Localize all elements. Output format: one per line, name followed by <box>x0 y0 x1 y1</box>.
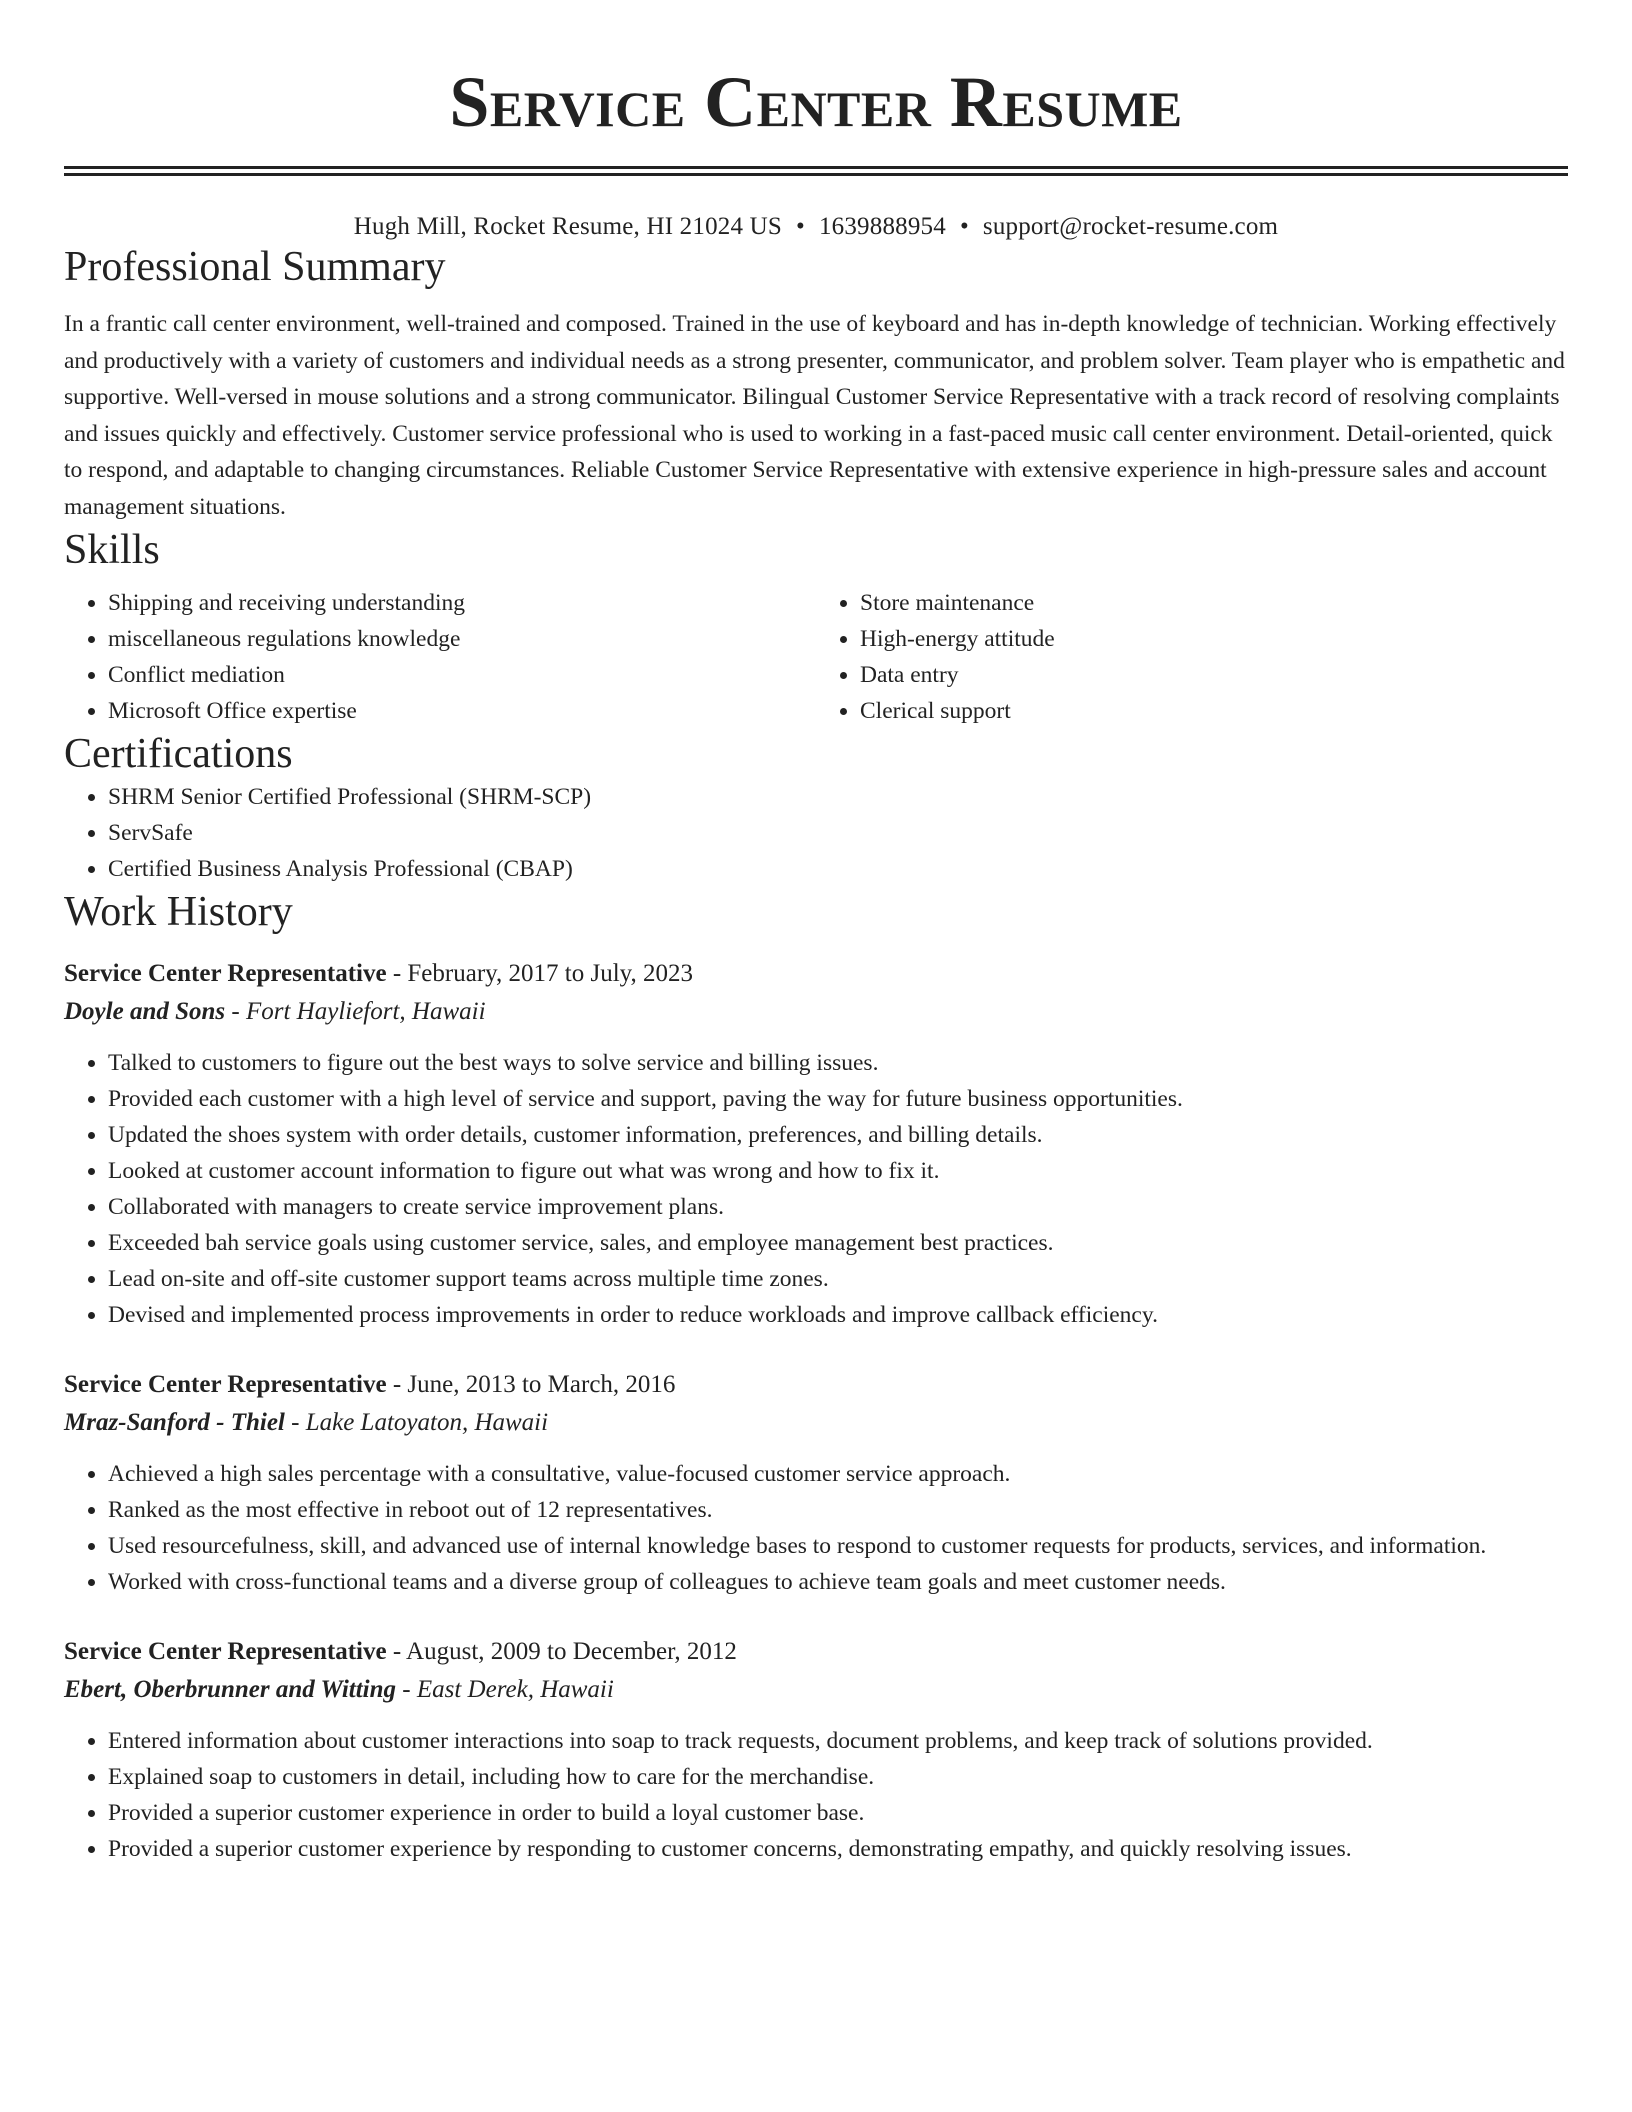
skills-heading: Skills <box>64 527 160 573</box>
skill-item: • Store maintenance <box>860 585 1568 621</box>
page-title: Service Center Resume <box>449 62 1183 142</box>
contact-phone: 1639888954 <box>818 213 946 240</box>
certification-item: • Certified Business Analysis Professional (CBAP) <box>108 851 1568 887</box>
contact-email: support@rocket-resume.com <box>982 213 1279 240</box>
job-entry <box>64 1633 1568 1867</box>
certifications-heading: Certifications <box>64 731 293 777</box>
job-bullet: • Collaborated with managers to create service improvement plans. <box>108 1189 1568 1225</box>
job-location: East Derek, Hawaii <box>416 1676 614 1703</box>
job-bullet: • Ranked as the most effective in reboot out of 12 representatives. <box>108 1492 1568 1528</box>
job-bullet: • Exceeded bah service goals using customer service, sales, and employee management best practices. <box>108 1225 1568 1261</box>
job-entry <box>64 955 1568 1333</box>
certification-item: • SHRM Senior Certified Professional (SHRM-SCP) <box>108 779 1568 815</box>
job-dates: June, 2013 to March, 2016 <box>407 1371 676 1398</box>
job-bullet: • Used resourcefulness, skill, and advanced use of internal knowledge bases to respond to customer requests for products, services, and information. <box>108 1528 1568 1564</box>
job-bullet: • Worked with cross-functional teams and a diverse group of colleagues to achieve team goals and meet customer needs. <box>108 1564 1568 1600</box>
job-bullets <box>64 1723 1568 1867</box>
skill-item: • Data entry <box>860 657 1568 693</box>
skills-columns <box>64 585 1568 729</box>
job-bullet: • Explained soap to customers in detail, including how to care for the merchandise. <box>108 1759 1568 1795</box>
job-company: Ebert, Oberbrunner and Witting <box>64 1676 397 1703</box>
skills-list-right <box>816 585 1568 729</box>
certification-item: • ServSafe <box>108 815 1568 851</box>
job-title-line: Service Center Representative - February, 2017 to July, 2023 <box>64 960 694 987</box>
skills-list-left <box>64 585 816 729</box>
job-bullet: • Provided each customer with a high level of service and support, paving the way for future business opportunities. <box>108 1081 1568 1117</box>
certifications-list <box>64 779 1568 887</box>
skill-item: • Conflict mediation <box>108 657 816 693</box>
job-company: Doyle and Sons <box>64 998 226 1025</box>
contact-address: Hugh Mill, Rocket Resume, HI 21024 US <box>353 213 782 240</box>
job-bullet: • Provided a superior customer experience in order to build a loyal customer base. <box>108 1795 1568 1831</box>
job-company: Mraz-Sanford - Thiel <box>64 1409 285 1436</box>
job-bullets <box>64 1045 1568 1333</box>
job-bullet: • Provided a superior customer experience by responding to customer concerns, demonstrating empathy, and quickly resolving issues. <box>108 1831 1568 1867</box>
job-bullet: • Looked at customer account information to figure out what was wrong and how to fix it. <box>108 1153 1568 1189</box>
job-role: Service Center Representative <box>64 960 387 987</box>
job-bullet: • Entered information about customer interactions into soap to track requests, document problems, and keep track of solutions provided. <box>108 1723 1568 1759</box>
job-bullet: • Talked to customers to figure out the best ways to solve service and billing issues. <box>108 1045 1568 1081</box>
job-entry <box>64 1366 1568 1600</box>
job-company-line: Doyle and Sons - Fort Hayliefort, Hawaii <box>64 998 486 1025</box>
job-dates: August, 2009 to December, 2012 <box>406 1638 737 1665</box>
contact-separator: • <box>959 213 969 240</box>
job-location: Lake Latoyaton, Hawaii <box>305 1409 549 1436</box>
job-location: Fort Hayliefort, Hawaii <box>245 998 486 1025</box>
job-bullet: • Updated the shoes system with order details, customer information, preferences, and billing details. <box>108 1117 1568 1153</box>
job-bullet: • Achieved a high sales percentage with a consultative, value-focused customer service approach. <box>108 1456 1568 1492</box>
job-company-line: Mraz-Sanford - Thiel - Lake Latoyaton, Hawaii <box>64 1409 549 1436</box>
skill-item: • miscellaneous regulations knowledge <box>108 621 816 657</box>
title-divider <box>64 166 1568 176</box>
skill-item: • Microsoft Office expertise <box>108 693 816 729</box>
skill-item: • Shipping and receiving understanding <box>108 585 816 621</box>
contact-line <box>64 212 1568 242</box>
contact-separator: • <box>796 213 805 240</box>
job-bullet: • Devised and implemented process improvements in order to reduce workloads and improve callback efficiency. <box>108 1297 1568 1333</box>
summary-heading: Professional Summary <box>64 244 446 290</box>
job-bullets <box>64 1456 1568 1600</box>
job-title-line: Service Center Representative - June, 2013 to March, 2016 <box>64 1371 676 1398</box>
job-role: Service Center Representative <box>64 1638 387 1665</box>
skill-item: • High-energy attitude <box>860 621 1568 657</box>
work-history-heading: Work History <box>64 889 293 935</box>
job-company-line: Ebert, Oberbrunner and Witting - East Derek, Hawaii <box>64 1676 614 1703</box>
summary-text: In a frantic call center environment, well-trained and composed. Trained in the use of keyboard and has in-depth knowledge of technician. Working effectively and productively with a variety of customers and individual needs as a strong presenter, communicator, and problem solver. Team player who is empathetic and supportive. Well-versed in mouse solutions and a strong communicator. Bilingual Customer Service Representative with a track record of resolving complaints and issues quickly and effectively. Customer service professional who is used to working in a fast-paced music call center environment. Detail-oriented, quick to respond, and adaptable to changing circumstances. Reliable Customer Service Representative with extensive experience in high-pressure sales and account management situations. <box>64 311 1565 520</box>
job-dates: February, 2017 to July, 2023 <box>407 960 694 987</box>
job-role: Service Center Representative <box>64 1371 387 1398</box>
job-title-line: Service Center Representative - August, 2009 to December, 2012 <box>64 1638 737 1665</box>
skill-item: • Clerical support <box>860 693 1568 729</box>
job-bullet: • Lead on-site and off-site customer support teams across multiple time zones. <box>108 1261 1568 1297</box>
